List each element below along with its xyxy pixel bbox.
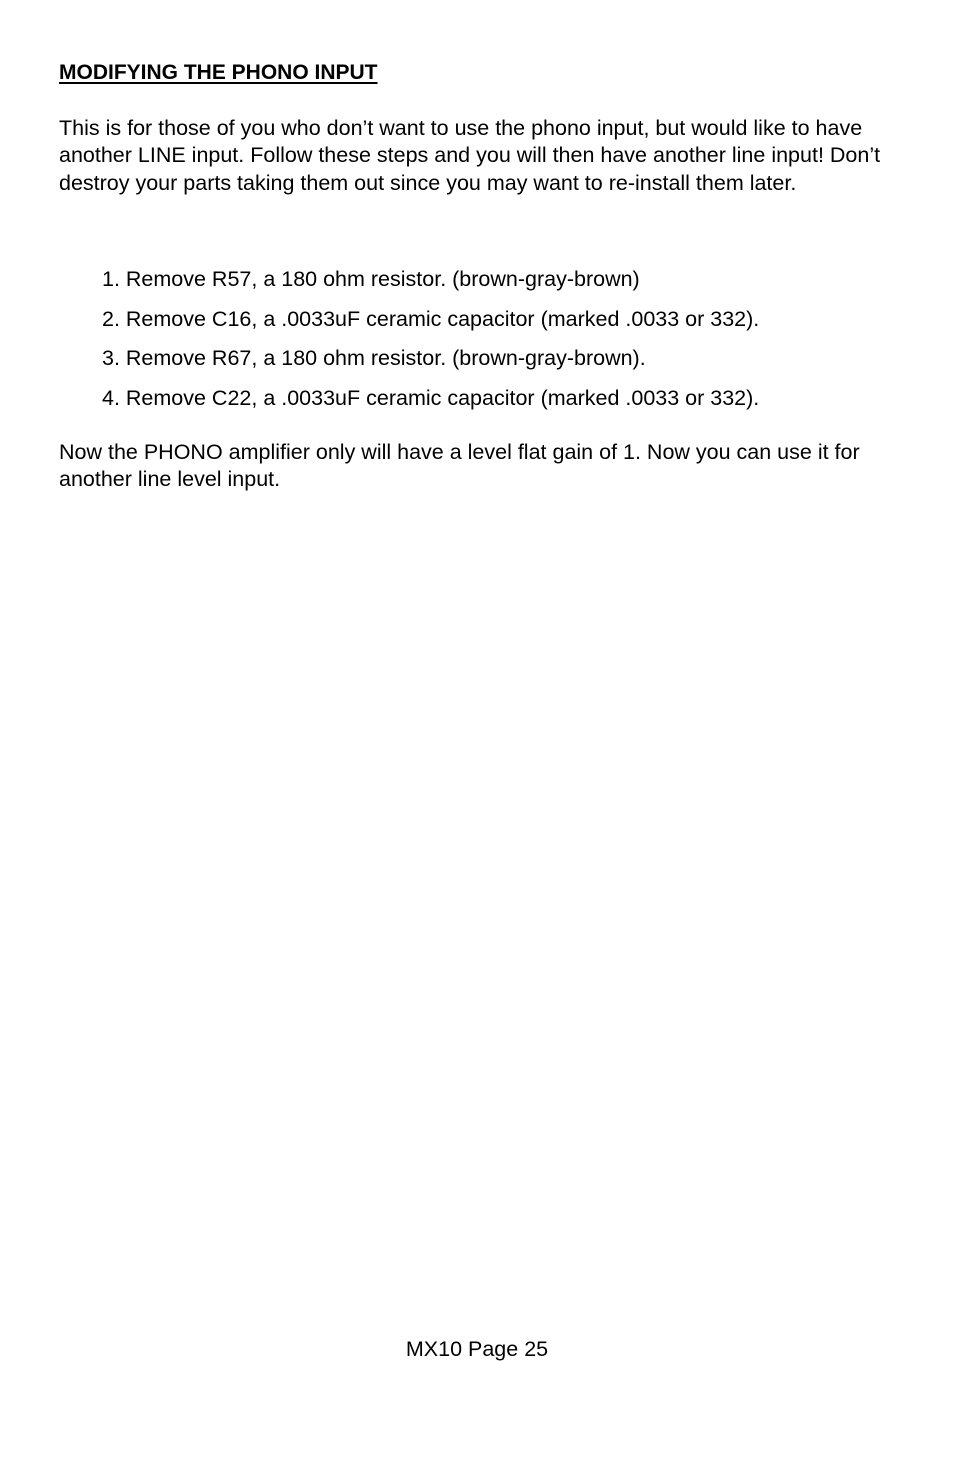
section-heading: MODIFYING THE PHONO INPUT	[59, 61, 378, 84]
step-item: 1. Remove R57, a 180 ohm resistor. (brown-gray-brown)	[102, 267, 640, 291]
steps-list	[102, 266, 759, 424]
step-item: 2. Remove C16, a .0033uF ceramic capacitor (marked .0033 or 332).	[102, 306, 760, 331]
outro-paragraph: Now the PHONO amplifier only will have a level flat gain of 1. Now you can use it for another line level input.	[59, 440, 860, 492]
step-item: 3. Remove R67, a 180 ohm resistor. (brown-gray-brown).	[102, 346, 646, 370]
page-footer: MX10 Page 25	[405, 1337, 549, 1361]
intro-paragraph: This is for those of you who don’t want to use the phono input, but would like to have another LINE input. Follow these steps and you will then have another line input! Don’t destroy your parts taking them out since you may want to re-install them later.	[59, 116, 881, 195]
step-item: 4. Remove C22, a .0033uF ceramic capacitor (marked .0033 or 332).	[102, 385, 760, 410]
